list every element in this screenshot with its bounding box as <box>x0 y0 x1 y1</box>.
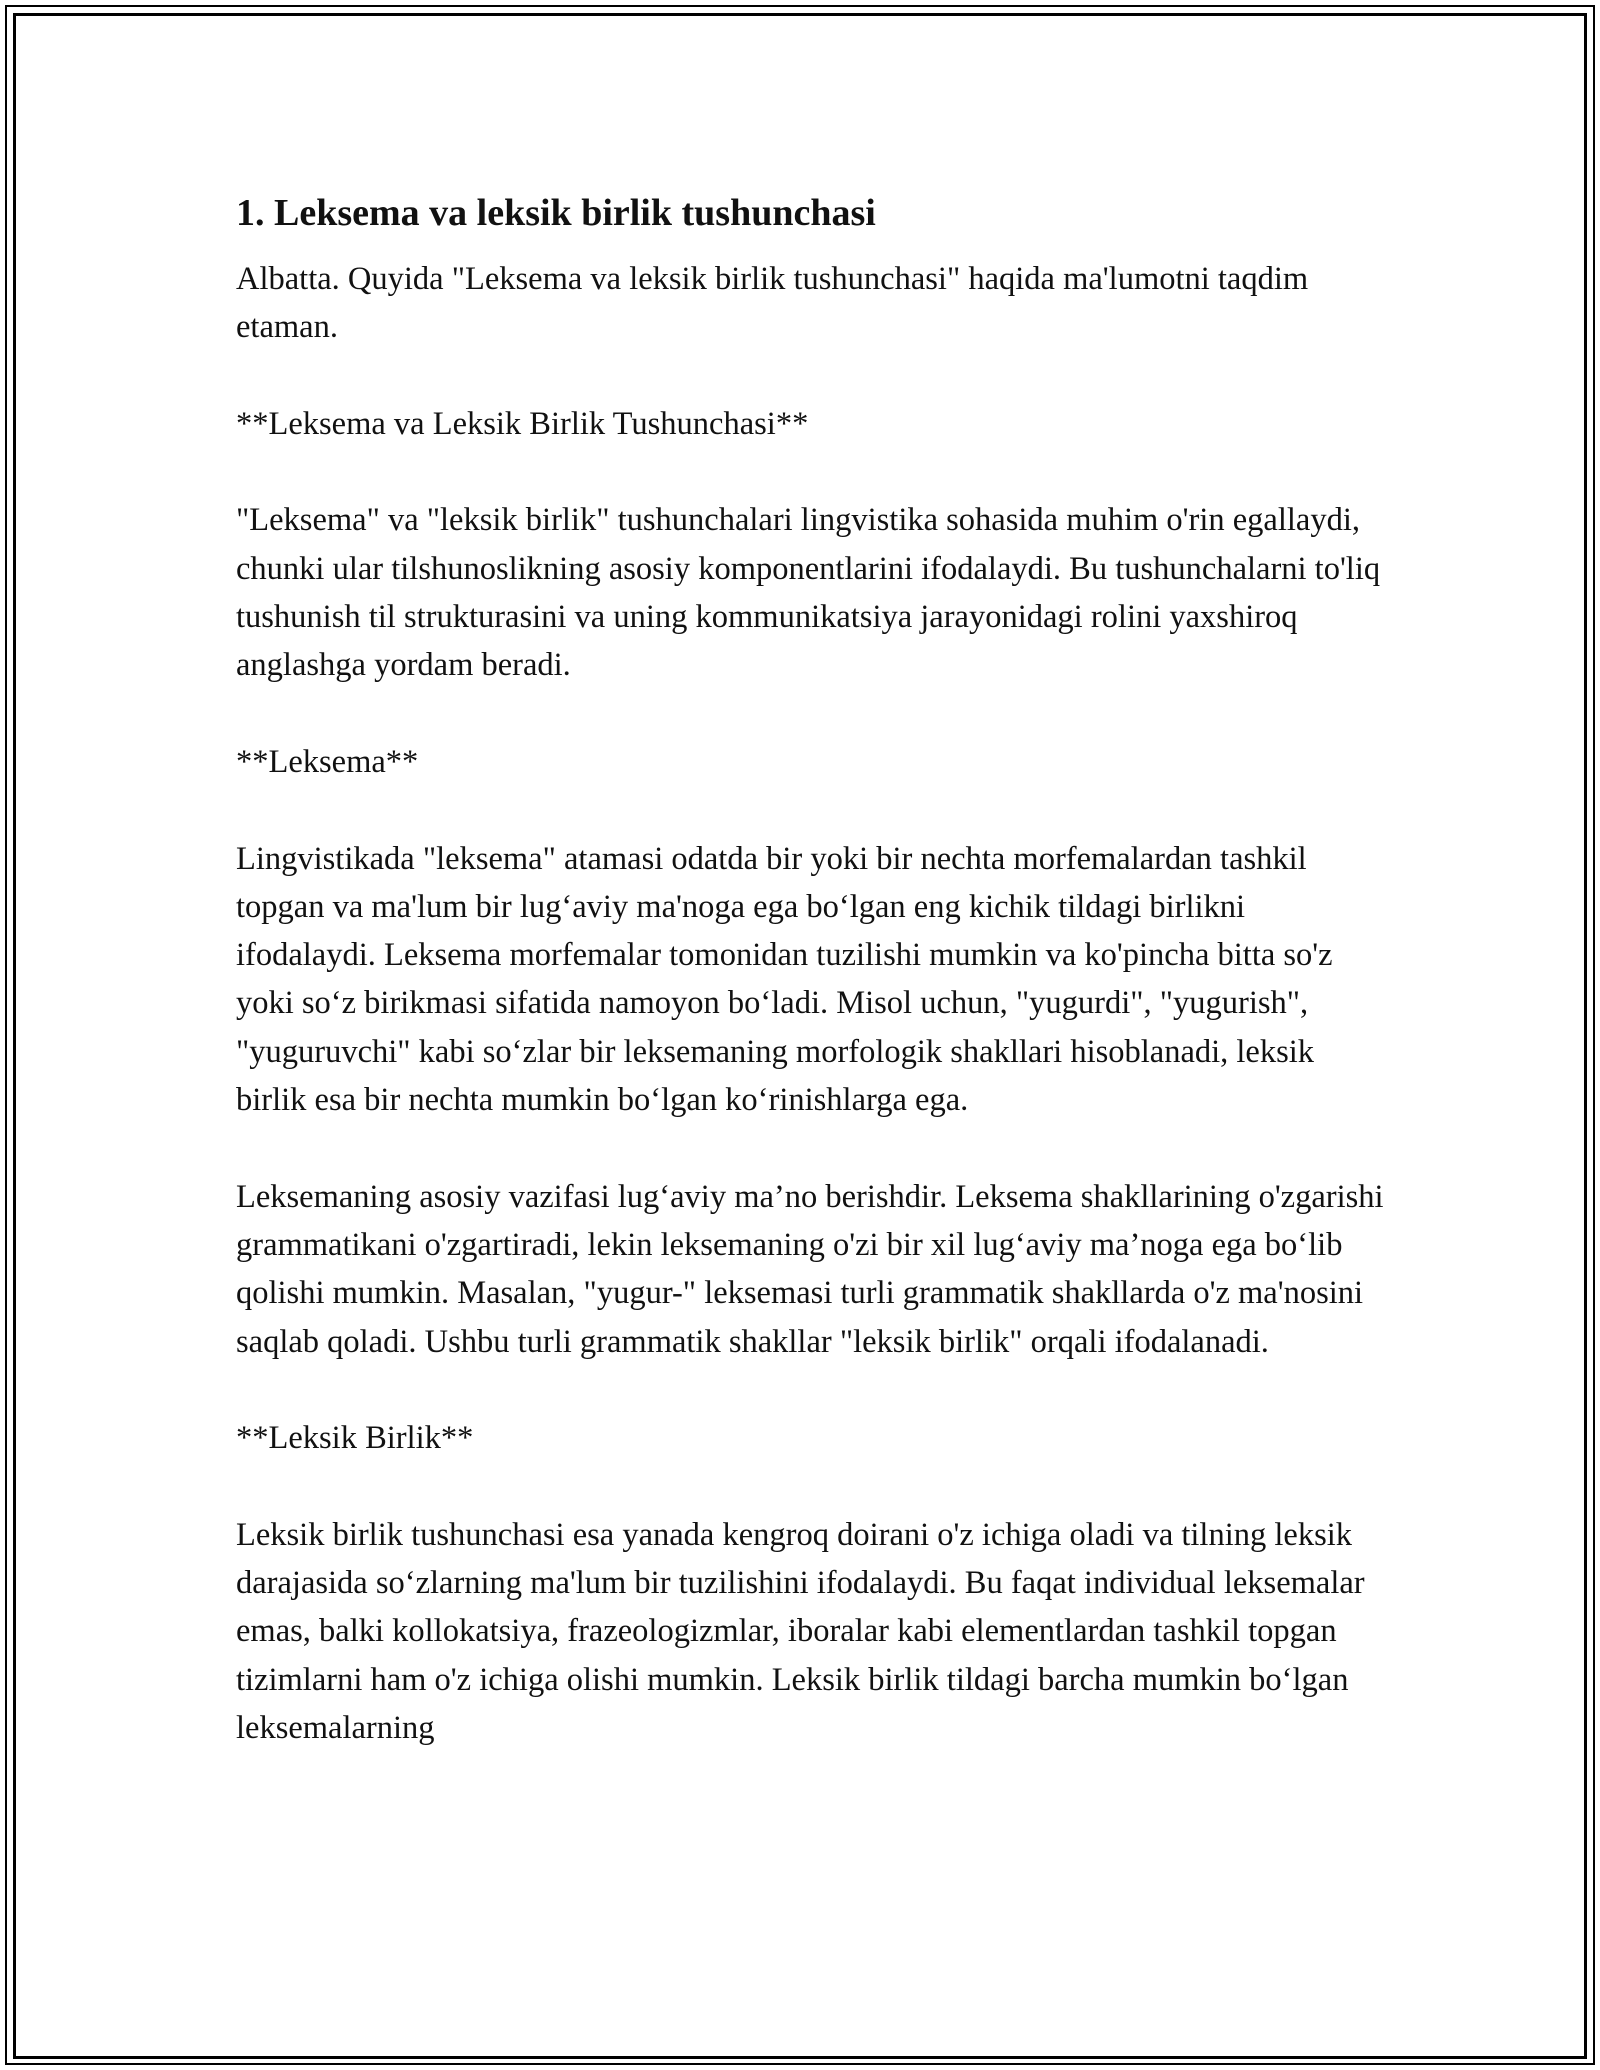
overview-paragraph: "Leksema" va "leksik birlik" tushunchalari lingvistika sohasida muhim o'rin egallaydi, chunki ular tilshunoslikning asosiy komponentlarini ifodalaydi. Bu tushunchalarni to'liq tushunish til strukturasini va uning kommunikatsiya jarayonidagi rolini yaxshiroq anglashga yordam beradi. <box>236 502 1381 684</box>
leksema-function-paragraph: Leksemaning asosiy vazifasi lug‘aviy ma’no berishdir. Leksema shakllarining o'zgarishi grammatikani o'zgartiradi, lekin leksemaning o'zi bir xil lug‘aviy ma’noga ega bo‘lib qolishi mumkin. Masalan, "yugur-" leksemasi turli grammatik shakllarda o'z ma'nosini saqlab qoladi. Ushbu turli grammatik shakllar "leksik birlik" orqali ifodalanadi. <box>236 1178 1384 1360</box>
intro-paragraph: Albatta. Quyida "Leksema va leksik birlik tushunchasi" haqida ma'lumotni taqdim etaman. <box>236 261 1309 346</box>
leksik-birlik-paragraph: Leksik birlik tushunchasi esa yanada kengroq doirani o'z ichiga oladi va tilning leksik darajasida so‘zlarning ma'lum bir tuzilishini ifodalaydi. Bu faqat individual leksemalar emas, balki kollokatsiya, frazeologizmlar, iboralar kabi elementlardan tashkil topgan tizimlarni ham o'z ichiga olishi mumkin. Leksik birlik tildagi barcha mumkin bo‘lgan leksemalarning <box>236 1516 1365 1746</box>
section-heading-main: **Leksema va Leksik Birlik Tushunchasi** <box>236 405 809 442</box>
section-heading-leksema: **Leksema** <box>236 743 419 780</box>
leksema-definition-paragraph: Lingvistikada "leksema" atamasi odatda bir yoki bir nechta morfemalardan tashkil topgan va ma'lum bir lug‘aviy ma'noga ega bo‘lgan eng kichik tildagi birlikni ifodalaydi. Leksema morfemalar tomonidan tuzilishi mumkin va ko'pincha bitta so'z yoki so‘z birikmasi sifatida namoyon bo‘ladi. Misol uchun, "yugurdi", "yugurish", "yuguruvchi" kabi so‘zlar bir leksemaning morfologik shakllari hisoblanadi, leksik birlik esa bir nechta mumkin bo‘lgan ko‘rinishlarga ega. <box>236 840 1333 1119</box>
section-heading-leksik-birlik: **Leksik Birlik** <box>236 1420 474 1457</box>
document-title: 1. Leksema va leksik birlik tushunchasi <box>236 192 876 234</box>
document-body <box>236 185 1386 1801</box>
